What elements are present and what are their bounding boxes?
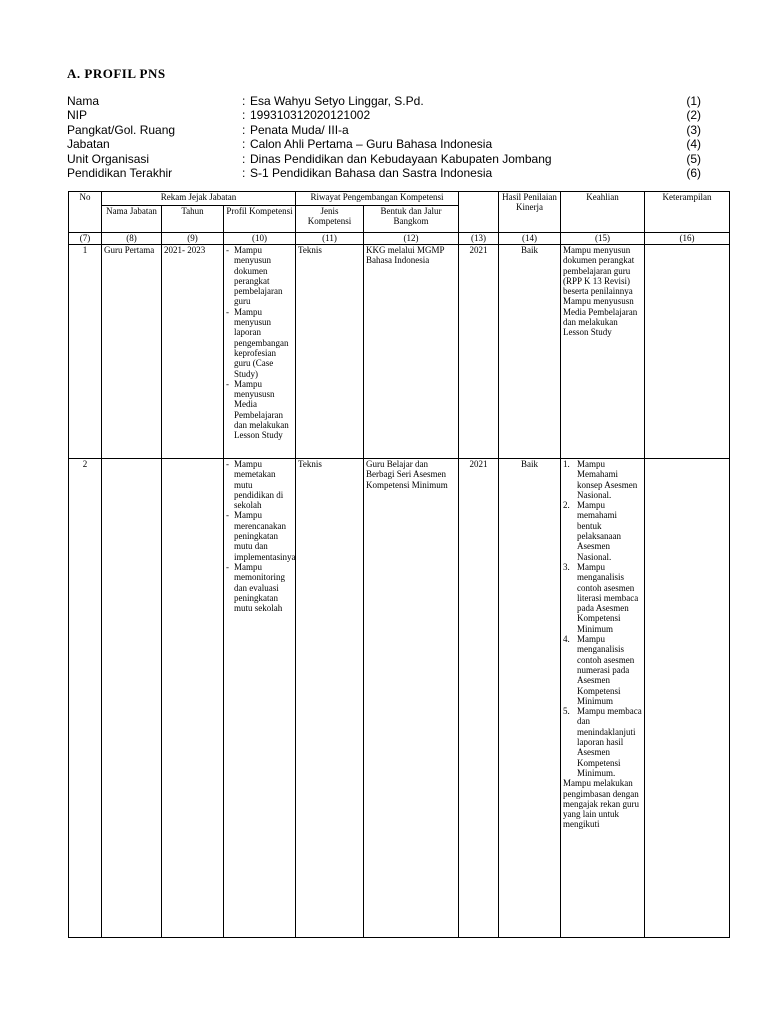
profile-number: (5) <box>686 151 701 166</box>
column-number: (15) <box>561 233 645 245</box>
cell-hasil: Baik <box>499 245 561 459</box>
profile-row-pangkat <box>67 123 707 137</box>
header-keahlian: Keahlian <box>561 192 645 233</box>
profile-label: Pangkat/Gol. Ruang <box>67 122 176 137</box>
header-tahun: Tahun <box>162 206 224 233</box>
profile-number: (4) <box>686 137 701 152</box>
cell-bentuk: KKG melalui MGMP Bahasa Indonesia <box>364 245 459 459</box>
header-jenis: Jenis Kompetensi <box>296 206 364 233</box>
cell-jenis: Teknis <box>296 245 364 459</box>
profile-colon: : <box>242 137 246 152</box>
header-profil: Profil Kompetensi <box>224 206 296 233</box>
cell-nama-jabatan: Guru Pertama <box>102 245 162 459</box>
profile-row-nama <box>67 94 707 108</box>
column-number: (11) <box>296 233 364 245</box>
column-number: (16) <box>645 233 730 245</box>
cell-nama-jabatan <box>102 459 162 938</box>
column-number: (10) <box>224 233 296 245</box>
list-item: - Mampu memetakan mutu pendidikan di sekolah <box>226 459 284 511</box>
profile-colon: : <box>242 94 246 108</box>
profile-value: Dinas Pendidikan dan Kebudayaan Kabupaten Jombang <box>250 151 552 166</box>
header-nama-jabatan: Nama Jabatan <box>102 206 162 233</box>
profile-colon: : <box>242 122 246 137</box>
profile-number: (3) <box>686 122 701 137</box>
profile-value: S-1 Pendidikan Bahasa dan Sastra Indonesia <box>250 165 493 180</box>
column-number-row <box>69 233 730 245</box>
profile-label: NIP <box>67 108 88 123</box>
header-no: No <box>69 192 102 233</box>
cell-tahun-bangkom: 2021 <box>459 459 499 938</box>
cell-hasil: Baik <box>499 459 561 938</box>
profile-number: (1) <box>686 94 701 108</box>
profile-colon: : <box>242 108 246 123</box>
cell-profil <box>224 245 296 459</box>
cell-tahun <box>162 459 224 938</box>
section-title: A. PROFIL PNS <box>67 66 166 81</box>
profile-number: (6) <box>686 165 701 180</box>
list-item: 3. Mampu menganalisis contoh asesmen literasi membaca pada Asesmen Kompetensi Minimum <box>563 561 639 634</box>
column-number: (9) <box>162 233 224 245</box>
cell-no: 1 <box>69 245 102 459</box>
header-hasil: Hasil Penilaian Kinerja <box>499 192 561 233</box>
profile-value: 199310312020121002 <box>250 108 371 123</box>
profile-block <box>67 94 707 180</box>
cell-keterampilan <box>645 245 730 459</box>
header-row-1 <box>69 192 730 206</box>
profile-row-nip <box>67 108 707 122</box>
column-number: (7) <box>69 233 102 245</box>
list-item: - Mampu menyusun laporan pengembangan keprofesian guru (Case Study) <box>226 306 289 379</box>
cell-no: 2 <box>69 459 102 938</box>
list-item: 2. Mampu memahami bentuk pelaksanaan Asesmen Nasional. <box>563 500 621 562</box>
profile-row-pendidikan <box>67 166 707 180</box>
header-empty <box>459 192 499 233</box>
list-item: - Mampu menyusun dokumen perangkat pembelajaran guru <box>226 245 283 307</box>
list-item: - Mampu memonitoring dan evaluasi peningkatan mutu sekolah <box>226 561 285 614</box>
profile-row-jabatan <box>67 137 707 151</box>
list-item: - Mampu menyususn Media Pembelajaran dan melakukan Lesson Study <box>226 378 289 441</box>
profile-row-unit <box>67 152 707 166</box>
list-item: 5. Mampu membaca dan menindaklanjuti laporan hasil Asesmen Kompetensi Minimum. <box>563 706 642 778</box>
column-number: (12) <box>364 233 459 245</box>
profile-label: Pendidikan Terakhir <box>67 165 173 180</box>
competency-table <box>68 191 730 938</box>
list-item: - Mampu merencanakan peningkatan mutu dan implementasinya <box>226 510 296 562</box>
cell-keahlian: Mampu menyusun dokumen perangkat pembelajaran guru (RPP K 13 Revisi) beserta penilainnya Mampu menyususn Media Pembelajaran dan melakukan Lesson Study <box>561 245 645 459</box>
header-riwayat: Riwayat Pengembangan Kompetensi <box>296 192 459 206</box>
profile-value: Penata Muda/ III-a <box>250 122 349 137</box>
header-rekam-jejak: Rekam Jejak Jabatan <box>102 192 296 206</box>
profile-label: Unit Organisasi <box>67 151 150 166</box>
header-keterampilan: Keterampilan <box>645 192 730 233</box>
list-item: 4. Mampu menganalisis contoh asesmen numerasi pada Asesmen Kompetensi Minimum <box>563 634 635 706</box>
table-row <box>69 459 730 938</box>
column-number: (13) <box>459 233 499 245</box>
list-item: 1. Mampu Memahami konsep Asesmen Nasional. <box>563 459 638 500</box>
profile-label: Nama <box>67 94 100 108</box>
cell-keterampilan <box>645 459 730 938</box>
cell-bentuk: Guru Belajar dan Berbagi Seri Asesmen Kompetensi Minimum <box>364 459 459 938</box>
profile-number: (2) <box>686 108 701 123</box>
profile-value: Calon Ahli Pertama – Guru Bahasa Indonesia <box>250 137 493 152</box>
header-bentuk: Bentuk dan Jalur Bangkom <box>364 206 459 233</box>
cell-keahlian <box>561 459 645 938</box>
cell-tahun: 2021- 2023 <box>162 245 224 459</box>
table-row <box>69 245 730 459</box>
cell-jenis: Teknis <box>296 459 364 938</box>
cell-profil <box>224 459 296 938</box>
profile-colon: : <box>242 151 246 166</box>
profile-value: Esa Wahyu Setyo Linggar, S.Pd. <box>250 94 424 108</box>
keahlian-tail: Mampu melakukan pengimbasan dengan mengajak rekan guru yang lain untuk mengikuti <box>563 778 639 830</box>
column-number: (8) <box>102 233 162 245</box>
profile-colon: : <box>242 165 246 180</box>
profile-label: Jabatan <box>67 137 110 152</box>
cell-tahun-bangkom: 2021 <box>459 245 499 459</box>
column-number: (14) <box>499 233 561 245</box>
